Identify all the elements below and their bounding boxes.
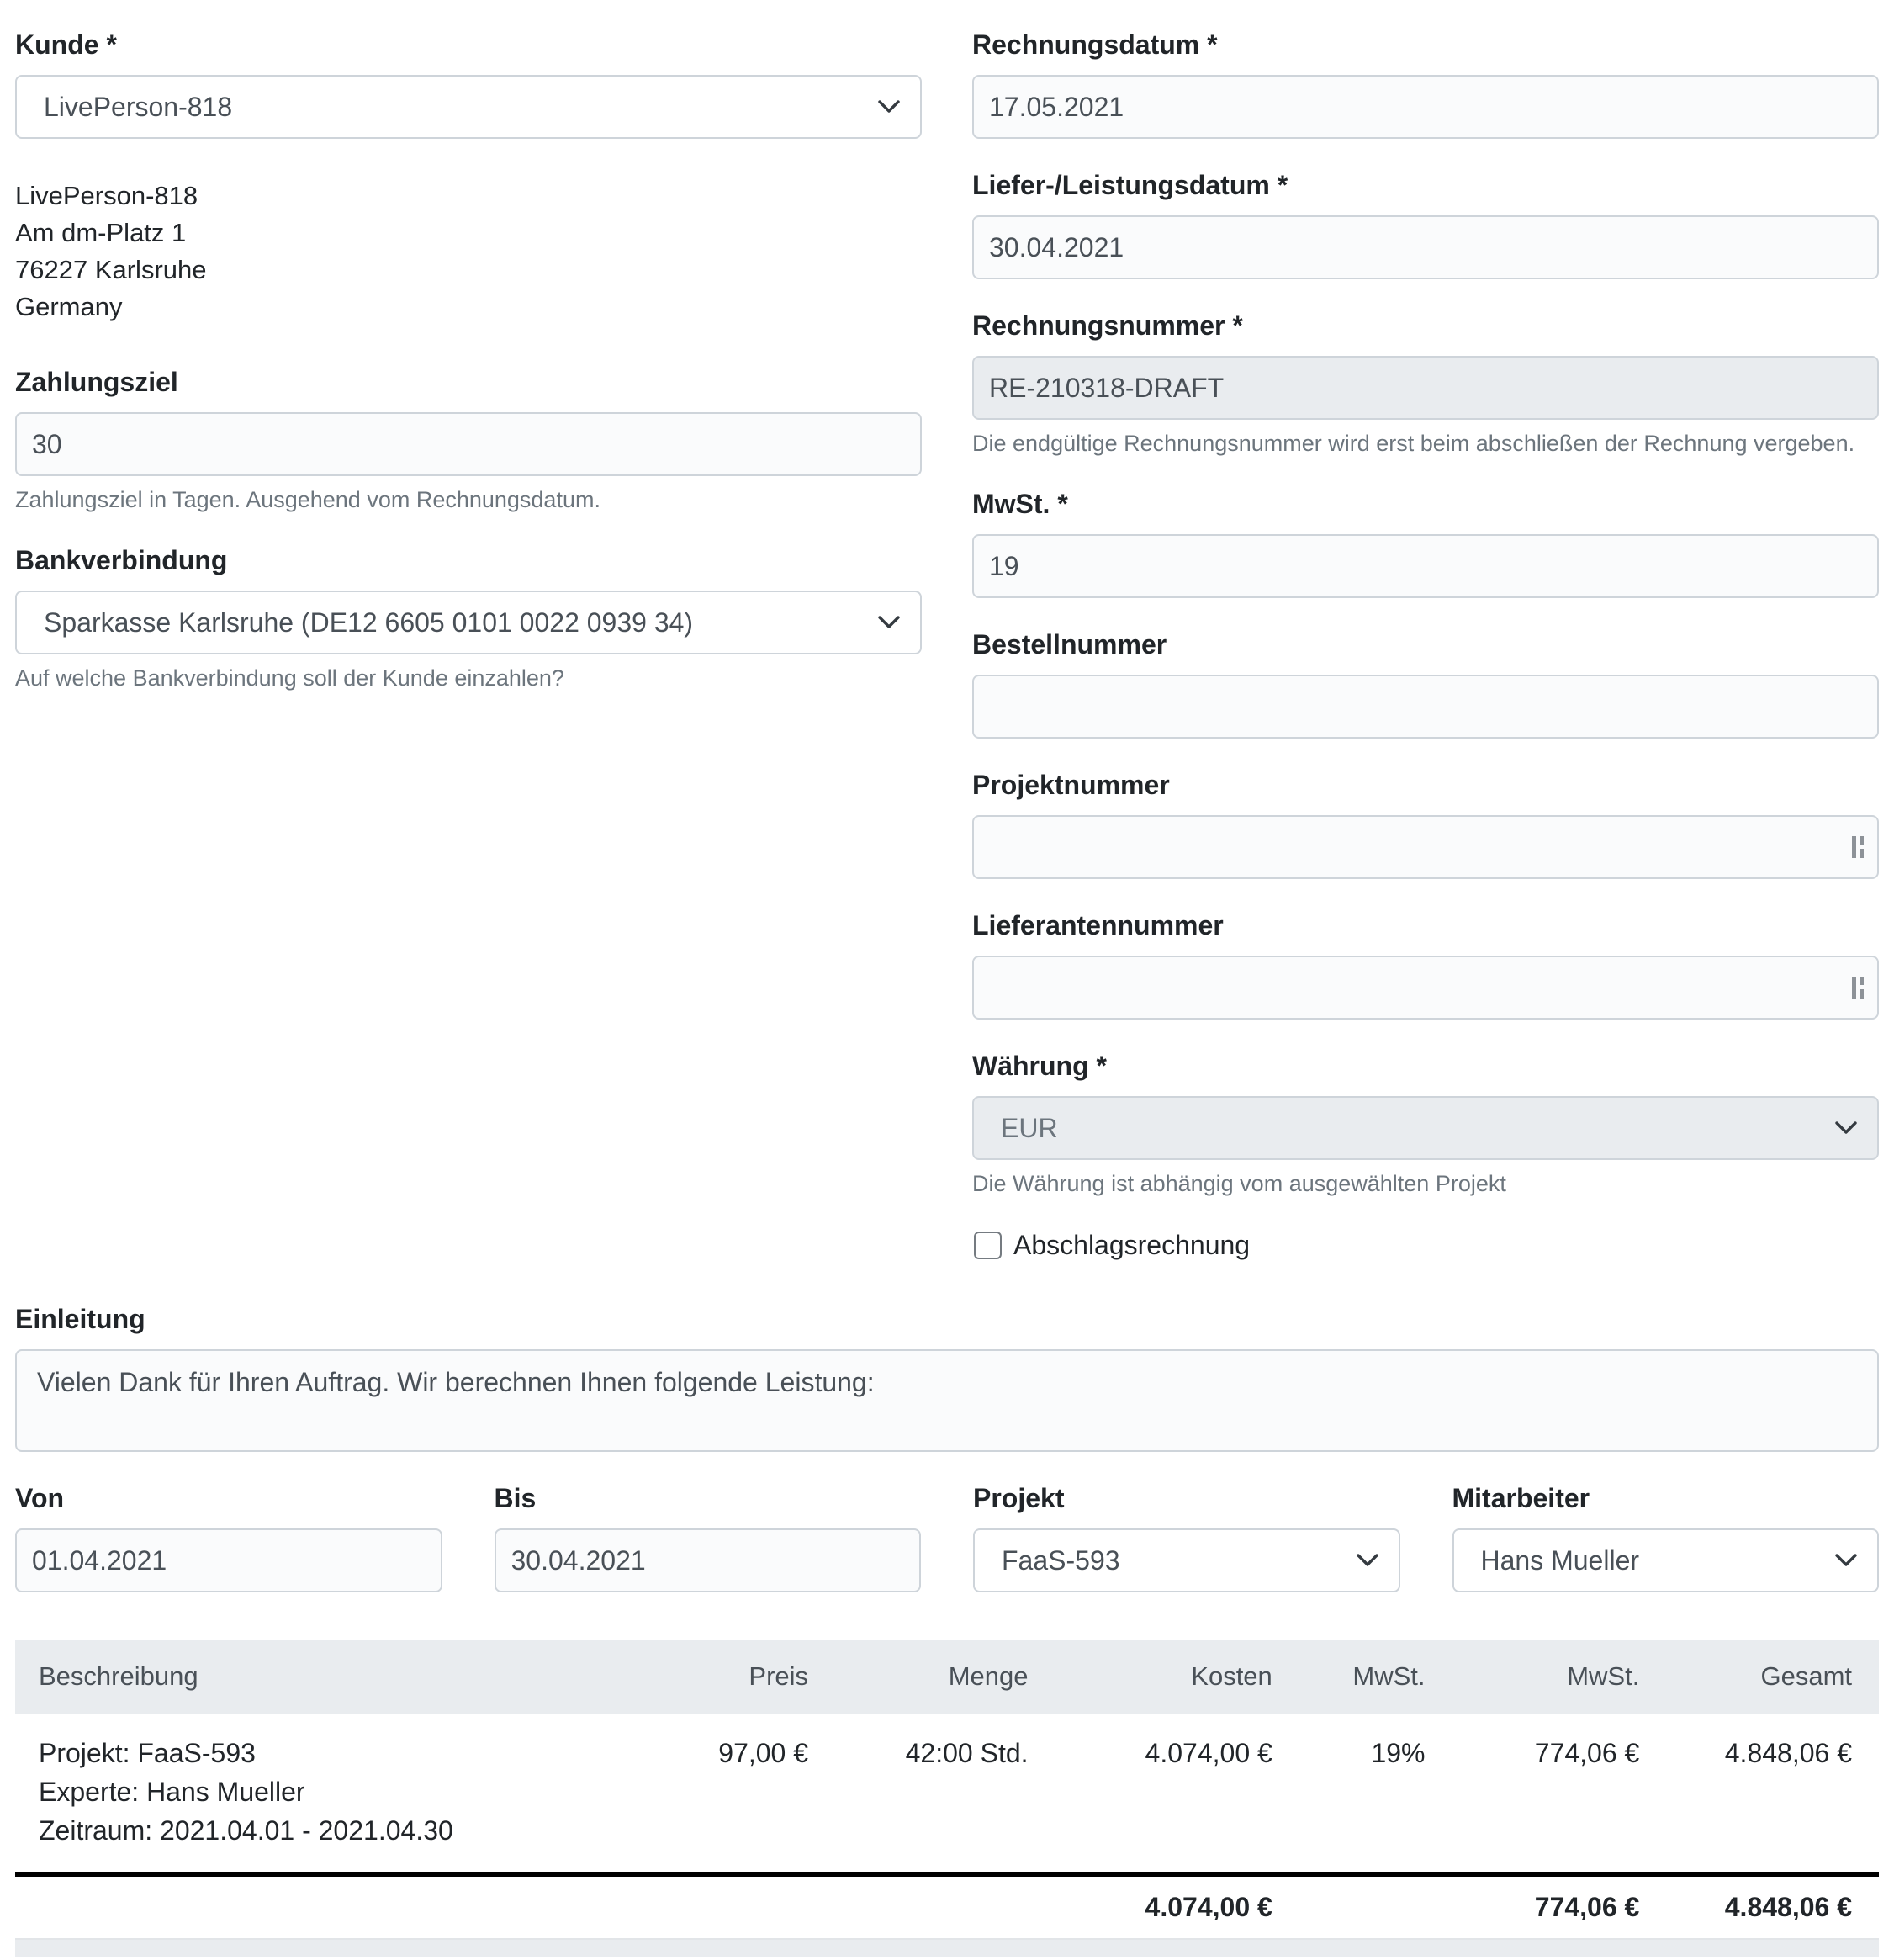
cell-mwst-betrag: 774,06 € [1534, 1738, 1640, 1768]
bis-label: Bis [494, 1483, 537, 1513]
col-header-kosten: Kosten [1055, 1640, 1299, 1714]
bankverbindung-label: Bankverbindung [15, 545, 228, 575]
von-label: Von [15, 1483, 65, 1513]
lieferantennummer-label: Lieferantennummer [972, 910, 1224, 940]
abschlagsrechnung-row [972, 1230, 1879, 1261]
abschlagsrechnung-label: Abschlagsrechnung [1013, 1230, 1251, 1260]
address-line: 76227 Karlsruhe [15, 255, 207, 284]
kunde-label: Kunde * [15, 29, 117, 60]
total-empty [15, 1874, 590, 1939]
items-table [15, 1640, 1879, 1940]
col-header-mwst-betrag: MwSt. [1452, 1640, 1667, 1714]
rechnungsnummer-group [972, 311, 1879, 458]
address-line: Am dm-Platz 1 [15, 218, 187, 247]
cell-menge: 42:00 Std. [905, 1738, 1029, 1768]
total-empty [1299, 1874, 1452, 1939]
kunde-select[interactable] [15, 75, 922, 139]
waehrung-select [972, 1096, 1879, 1160]
kunde-group [15, 30, 922, 139]
einleitung-group [15, 1305, 1879, 1452]
total-empty [590, 1874, 836, 1939]
rechnungsnummer-label: Rechnungsnummer * [972, 310, 1243, 341]
cell-preis: 97,00 € [718, 1738, 809, 1768]
mitarbeiter-select[interactable] [1452, 1528, 1880, 1592]
cell-gesamt: 4.848,06 € [1724, 1738, 1852, 1768]
cell-mwst-prozent: 19% [1371, 1738, 1426, 1768]
bankverbindung-helper: Auf welche Bankverbindung soll der Kunde einzahlen? [15, 665, 564, 691]
total-mwst: 774,06 € [1534, 1892, 1640, 1922]
mitarbeiter-label: Mitarbeiter [1452, 1483, 1590, 1513]
zahlungsziel-label: Zahlungsziel [15, 367, 178, 397]
customer-address [15, 177, 922, 326]
projekt-group [973, 1484, 1400, 1592]
total-empty [835, 1874, 1055, 1939]
mwst-input[interactable] [972, 534, 1879, 598]
waehrung-helper: Die Währung ist abhängig vom ausgewählten Projekt [972, 1171, 1506, 1196]
zahlungsziel-group [15, 368, 922, 514]
projekt-label: Projekt [973, 1483, 1065, 1513]
mwst-group [972, 490, 1879, 598]
rechnungsnummer-input [972, 356, 1879, 420]
lieferdatum-label: Liefer-/Leistungsdatum * [972, 170, 1288, 200]
left-column [15, 30, 922, 724]
einleitung-label: Einleitung [15, 1304, 145, 1334]
waehrung-label: Währung * [972, 1051, 1107, 1081]
cell-beschreibung [15, 1714, 590, 1874]
total-gesamt: 4.848,06 € [1724, 1892, 1852, 1922]
totals-row [15, 1874, 1879, 1939]
total-kosten: 4.074,00 € [1145, 1892, 1272, 1922]
mwst-label: MwSt. * [972, 489, 1068, 519]
table-row [15, 1714, 1879, 1874]
von-group [15, 1484, 442, 1592]
address-line: LivePerson-818 [15, 181, 198, 210]
bestellnummer-input[interactable] [972, 675, 1879, 739]
zahlungsziel-input[interactable] [15, 412, 922, 476]
bankverbindung-select[interactable] [15, 591, 922, 654]
next-section-strip [15, 1940, 1879, 1957]
projektnummer-label: Projektnummer [972, 770, 1170, 800]
bis-group [495, 1484, 922, 1592]
form-columns [15, 30, 1879, 1261]
beschreibung-line-experte: Experte: Hans Mueller [39, 1777, 305, 1807]
waehrung-group [972, 1052, 1879, 1198]
bestellnummer-group [972, 630, 1879, 739]
bestellnummer-label: Bestellnummer [972, 629, 1167, 660]
mitarbeiter-group [1452, 1484, 1880, 1592]
col-header-beschreibung: Beschreibung [15, 1640, 590, 1714]
einleitung-textarea[interactable] [15, 1349, 1879, 1452]
period-row [15, 1484, 1879, 1592]
bankverbindung-group [15, 546, 922, 692]
projekt-select[interactable] [973, 1528, 1400, 1592]
col-header-gesamt: Gesamt [1666, 1640, 1879, 1714]
beschreibung-line-projekt: Projekt: FaaS-593 [39, 1738, 256, 1768]
col-header-preis: Preis [590, 1640, 836, 1714]
lieferdatum-group [972, 171, 1879, 279]
col-header-mwst-prozent: MwSt. [1299, 1640, 1452, 1714]
lieferantennummer-group [972, 911, 1879, 1020]
lieferdatum-input[interactable] [972, 215, 1879, 279]
rechnungsdatum-group [972, 30, 1879, 139]
projektnummer-group [972, 771, 1879, 879]
table-header-row [15, 1640, 1879, 1714]
right-column [972, 30, 1879, 1261]
rechnungsdatum-label: Rechnungsdatum * [972, 29, 1218, 60]
rechnungsdatum-input[interactable] [972, 75, 1879, 139]
bis-input[interactable] [495, 1528, 922, 1592]
beschreibung-line-zeitraum: Zeitraum: 2021.04.01 - 2021.04.30 [39, 1815, 453, 1846]
projektnummer-input[interactable] [972, 815, 1879, 879]
cell-kosten: 4.074,00 € [1145, 1738, 1272, 1768]
abschlagsrechnung-checkbox[interactable] [974, 1232, 1002, 1259]
zahlungsziel-helper: Zahlungsziel in Tagen. Ausgehend vom Rechnungsdatum. [15, 487, 600, 512]
von-input[interactable] [15, 1528, 442, 1592]
address-line: Germany [15, 292, 123, 321]
col-header-menge: Menge [835, 1640, 1055, 1714]
lieferantennummer-input[interactable] [972, 956, 1879, 1020]
rechnungsnummer-helper: Die endgültige Rechnungsnummer wird erst beim abschließen der Rechnung vergeben. [972, 431, 1855, 456]
